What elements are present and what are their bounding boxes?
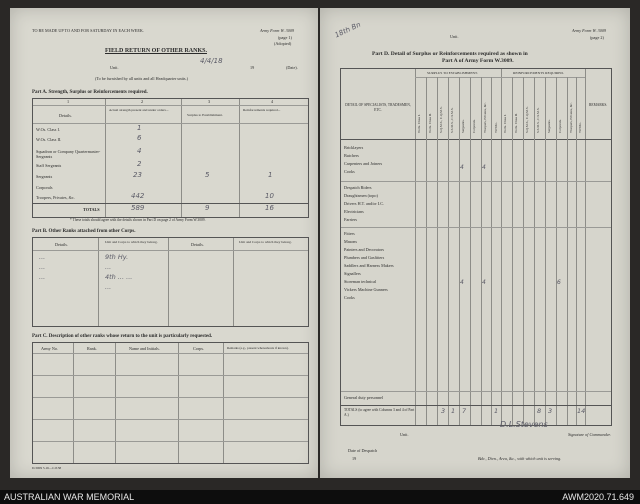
col-group-reinforcements: REINFORCEMENTS REQUIRED.	[513, 71, 564, 75]
partA-row-label: Squadron or Company Quartermaster-Sergeants	[36, 149, 101, 159]
partA-colnum-2: 2	[141, 99, 144, 104]
rank-col-header: S.Q.M.S., C.Q.M.S.	[525, 106, 529, 133]
partB-header: Unit and Corps to which they belong.	[105, 240, 158, 244]
trade-row: Fitters	[344, 231, 355, 236]
furnished-note: (To be furnished by all units and all Headquarter units.)	[95, 76, 188, 81]
printer-line: D.3009 5.16—C.P.58	[32, 466, 62, 470]
rank-col-header: Troopers, Privates, &c.	[569, 102, 573, 133]
trade-row: Butchers	[344, 153, 359, 158]
trade-row: Plumbers and Gasfitters	[344, 255, 385, 260]
date-despatch-label: Date of Despatch	[348, 448, 378, 453]
total-value: 1	[494, 407, 499, 415]
partA-row-label: Staff Sergeants	[36, 163, 62, 168]
partA-row-label: W.Os. Class I.	[36, 127, 60, 132]
partA-total: 589	[131, 204, 145, 212]
trade-row: Carpenters and Joiners	[344, 161, 383, 166]
trade-row: Drivers H.T. and/or I.C.	[344, 201, 385, 206]
trade-row: Cooks	[344, 169, 355, 174]
partA-colnum-3: 3	[208, 99, 211, 104]
rank-col-header: S.S.M.S., C.S.M.S.	[450, 107, 454, 133]
general-duty-row: General duty personnel	[344, 395, 384, 400]
trade-row: Vickers Machine Gunners	[344, 287, 388, 292]
partA-title: Part A. Strength, Surplus or Reinforcements required.	[32, 90, 148, 95]
bde-line: Bde., Divn., Area, &c., with which unit is serving.	[478, 456, 562, 461]
partA-header-reinforcements: Reinforcements required...	[243, 108, 281, 112]
rank-col-header: W.Os. Class I.	[417, 114, 421, 133]
partA-header-strength: Actual strength present and under orders...	[109, 108, 169, 112]
rank-col-header: Sergeants.	[461, 119, 465, 133]
army-form-label: Army Form W. 3009	[260, 28, 295, 33]
footer-right: AWM2020.71.649	[562, 492, 634, 502]
rank-col-header: S.Q.M.S., C.Q.M.S.	[439, 106, 443, 133]
hw-mark: 4	[482, 279, 486, 286]
partB-entry: 4th ... ...	[105, 273, 133, 281]
rank-col-header: Troopers, Privates, &c.	[483, 102, 487, 133]
partA-row-label: Corporals	[36, 185, 53, 190]
partC-header: Corps.	[193, 346, 205, 351]
trade-row: Bricklayers	[344, 145, 364, 150]
partA-row-label: W.Os. Class II.	[36, 137, 62, 142]
partA-value: 4	[137, 147, 142, 155]
partA-note: * These totals should agree with the details shown in Part D on page 2 of Army Form W.3009.	[70, 218, 206, 222]
page-number: (page 1)	[278, 35, 292, 40]
partB-header: Unit and Corps to which they belong.	[239, 240, 292, 244]
footer-left: AUSTRALIAN WAR MEMORIAL	[4, 492, 135, 502]
detail-header: DETAIL OF SPECIALISTS, TRADESMEN, ETC.	[345, 103, 411, 112]
partA-total: 16	[265, 204, 274, 212]
partA-value: 23	[133, 171, 142, 179]
partC-title: Part C. Description of other ranks whose return to the unit is particularly requested.	[32, 334, 213, 339]
trade-row: Despatch Riders	[344, 185, 372, 190]
partA-total: 9	[205, 204, 210, 212]
partA-totals-label: TOTALS	[83, 207, 100, 212]
rank-col-header: W.Os. Class I.	[503, 114, 507, 133]
partB-entry: ...	[39, 263, 46, 271]
trade-row: Painters and Decorators	[344, 247, 385, 252]
partA-value: 5	[205, 171, 210, 179]
partA-value: 10	[265, 192, 274, 200]
unit-label: Unit.	[110, 65, 119, 70]
army-form-label: Army Form W. 3009	[572, 28, 607, 33]
partA-header-details: Details.	[59, 113, 72, 118]
hw-mark: 4	[460, 279, 464, 286]
total-value: 14	[577, 407, 586, 415]
partB-title: Part B. Other Ranks attached from other Corps.	[32, 229, 136, 234]
handwritten-date: 4/4/18	[200, 57, 223, 65]
partB-entry: 9th Hy.	[105, 253, 129, 261]
handwritten-unit: 18th Bn	[333, 20, 362, 40]
signature-label: Signature of Commander.	[568, 432, 611, 437]
partA-header-surplus: Surplus to Establishment.	[187, 113, 223, 117]
trade-row: Saddlers and Harness Makers	[344, 263, 394, 268]
partC-table	[32, 342, 309, 464]
partA-colnum-4: 4	[271, 99, 274, 104]
total-value: 3	[548, 407, 553, 415]
partA-table	[32, 98, 309, 218]
top-note: TO BE MADE UP TO AND FOR SATURDAY IN EACH WEEK.	[32, 28, 144, 33]
partA-row-label: Troopers, Privates, &c.	[36, 195, 75, 200]
page-left	[10, 8, 318, 478]
partA-value: 1	[137, 124, 142, 132]
partD-title: Part D. Detail of Surplus or Reinforcements required as shown in	[372, 51, 528, 57]
rank-col-header: Corporals.	[472, 119, 476, 133]
partA-value: 2	[137, 160, 142, 168]
unit-footer-label: Unit.	[400, 432, 409, 437]
col-group-surplus: SURPLUS TO ESTABLISHMENT.	[427, 71, 478, 75]
hw-mark: 4	[460, 164, 464, 171]
partB-header: Details.	[191, 242, 204, 247]
rank-col-header: TOTAL.	[494, 121, 498, 133]
trade-row: Electricians	[344, 209, 364, 214]
total-value: 8	[537, 407, 542, 415]
partA-value: 442	[131, 192, 145, 200]
hw-mark: 4	[482, 164, 486, 171]
partA-colnum-1: 1	[67, 99, 70, 104]
trade-row: Storeman technical	[344, 279, 377, 284]
handwritten-signature: D.L.Stevens	[500, 420, 548, 429]
partB-entry: ...	[105, 283, 112, 291]
rank-col-header: S.S.M.S., C.S.M.S.	[536, 107, 540, 133]
date-year: 19	[250, 65, 255, 70]
page-right	[320, 8, 630, 478]
page-number: (page 2)	[590, 35, 604, 40]
rank-col-header: TOTAL.	[578, 121, 582, 133]
partB-entry: ...	[39, 253, 46, 261]
partB-header: Details.	[55, 242, 68, 247]
rank-col-header: Sergeants.	[547, 119, 551, 133]
partB-entry: ...	[105, 263, 112, 271]
trade-row: Draughtsmen (topo)	[344, 193, 378, 198]
partA-value: 6	[137, 134, 142, 142]
unit-label: Unit.	[450, 34, 459, 39]
rank-col-header: Corporals.	[558, 119, 562, 133]
totals-label: TOTALS (to agree with Columns 3 and 4 of Part A.)	[344, 408, 415, 417]
form-title: FIELD RETURN OF OTHER RANKS.	[105, 48, 207, 54]
total-value: 3	[441, 407, 446, 415]
partD-title-2: Part A of Army Form W.3009.	[442, 58, 514, 64]
partD-table	[340, 68, 612, 426]
rank-col-header: W.Os. Class II.	[428, 113, 432, 133]
trade-row: Cooks	[344, 295, 355, 300]
date-despatch-year: 19	[352, 456, 357, 461]
partC-header: Name and Initials.	[129, 346, 160, 351]
rank-col-header: W.Os. Class II.	[514, 113, 518, 133]
hw-mark: 6	[557, 279, 561, 286]
trade-row: Farriers	[344, 217, 358, 222]
partC-header: Army No.	[41, 346, 58, 351]
partC-header: Rank.	[87, 346, 97, 351]
total-value: 7	[462, 407, 467, 415]
remarks-header: REMARKS.	[589, 103, 608, 107]
partB-entry: ...	[39, 273, 46, 281]
adopted-label: (Adopted)	[274, 41, 292, 46]
archive-footer	[0, 490, 640, 504]
partB-table	[32, 237, 309, 327]
date-label: (Date).	[286, 65, 298, 70]
partA-value: 1	[268, 171, 273, 179]
partC-header: Remarks (e.g., present whereabouts if known).	[227, 346, 289, 350]
trade-row: Signallers	[344, 271, 361, 276]
total-value: 1	[451, 407, 456, 415]
partA-row-label: Sergeants	[36, 174, 53, 179]
trade-row: Masons	[344, 239, 358, 244]
